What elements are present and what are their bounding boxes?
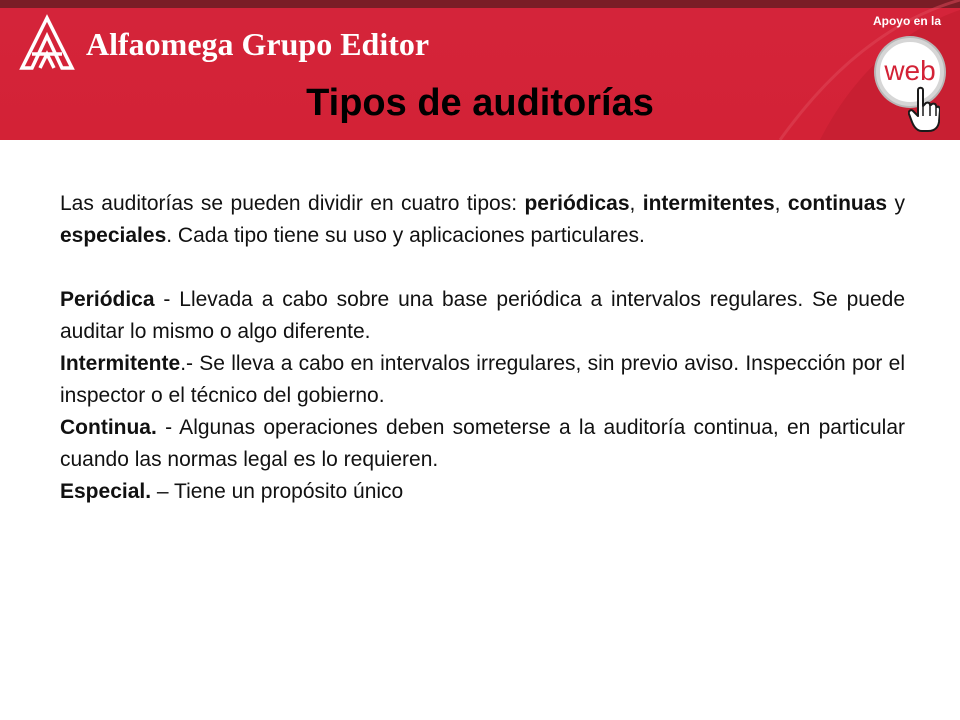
- type-item-periodica: [60, 284, 905, 348]
- type-item-intermitente: [60, 348, 905, 412]
- type-description: - Algunas operaciones deben someterse a la auditoría continua, en particular cuando las normas legal es lo requieren.: [60, 416, 905, 471]
- intro-separator: ,: [774, 192, 788, 215]
- type-item-especial: [60, 476, 905, 508]
- web-badge-caption: Apoyo en la: [872, 14, 941, 28]
- intro-conjunction: y: [887, 192, 906, 215]
- type-description: – Tiene un propósito único: [151, 480, 404, 503]
- keyword-continuas: continuas: [787, 192, 888, 215]
- type-term: Especial.: [60, 480, 152, 503]
- type-term: Intermitente: [60, 352, 181, 375]
- slide-title: Tipos de auditorías: [306, 82, 654, 124]
- keyword-intermitentes: intermitentes: [642, 192, 775, 215]
- slide-body: [60, 188, 905, 508]
- intro-paragraph: [60, 188, 905, 252]
- type-description: - Llevada a cabo sobre una base periódica a intervalos regulares. Se puede auditar lo mismo o algo diferente.: [60, 288, 905, 343]
- keyword-especiales: especiales: [60, 224, 167, 247]
- type-term: Continua.: [60, 416, 157, 439]
- type-description: .- Se lleva a cabo en intervalos irregulares, sin previo aviso. Inspección por el inspector o el técnico del gobierno.: [60, 352, 905, 407]
- web-badge-word: web: [884, 55, 936, 86]
- keyword-periodicas: periódicas: [524, 192, 630, 215]
- header-banner: [0, 0, 960, 140]
- intro-separator: ,: [629, 192, 643, 215]
- brand-name: Alfaomega Grupo Editor: [86, 26, 430, 62]
- intro-text-end: . Cada tipo tiene su uso y aplicaciones particulares.: [166, 224, 645, 247]
- alfaomega-logo-icon: [18, 14, 76, 72]
- type-item-continua: [60, 412, 905, 476]
- type-term: Periódica: [60, 288, 155, 311]
- intro-text: Las auditorías se pueden dividir en cuatro tipos:: [60, 192, 525, 215]
